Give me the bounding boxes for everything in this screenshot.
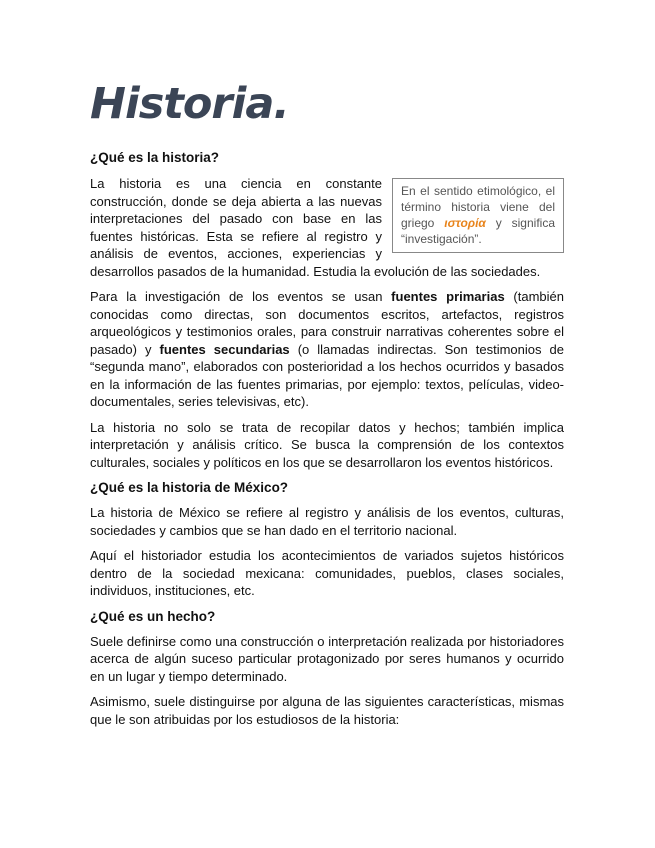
etymology-note-box	[392, 178, 564, 253]
paragraph-historiador: Aquí el historiador estudia los acontecimientos de variados sujetos históricos dentro de la sociedad mexicana: comunidades, pueblos, clases sociales, individuos, instituciones, etc.	[90, 548, 564, 598]
document-content	[90, 78, 564, 728]
paragraph-historia-definition: La historia es una ciencia en constante construcción, donde se deja abierta a las nuevas interpretaciones del pasado con base en las fuentes históricas. Esta se refiere al registro y análisis de eventos, acciones, experiencias y desarrollos pasados de la humanidad. Estudia la evolución de las sociedades.	[90, 176, 541, 279]
page-title: Historia.	[90, 79, 289, 129]
note-text-after: y significa “investigación”.	[401, 216, 555, 246]
note-text-before: En el sentido etimológico, el término historia viene del griego	[401, 184, 555, 230]
paragraph-fuentes	[90, 288, 564, 411]
paragraph-caracteristicas: Asimismo, suele distinguirse por alguna de las siguientes características, mismas que le son atribuidas por los estudiosos de la historia:	[90, 694, 564, 727]
fuentes-secundarias-bold: fuentes secundarias	[159, 341, 290, 357]
section-heading-que-es-un-hecho: ¿Qué es un hecho?	[90, 608, 216, 624]
greek-word: ιστορία	[444, 216, 486, 230]
fuentes-primarias-bold: fuentes primarias	[391, 289, 505, 304]
fuentes-text-3: (o llamadas indirectas. Son testimonios de “segunda mano”, elaborados con posterioridad a los hechos ocurridos y basados en la información de las fuentes primarias, por ejemplo: textos, películas, video-documentales, series televisivas, etc).	[90, 341, 564, 409]
paragraph-interpretacion: La historia no solo se trata de recopilar datos y hechos; también implica interpretación y análisis crítico. Se busca la comprensión de los contextos culturales, sociales y políticos en los que se desarrollaron los eventos históricos.	[90, 419, 564, 470]
section-heading-historia-de-mexico: ¿Qué es la historia de México?	[90, 480, 289, 495]
paragraph-hecho-definition: Suele definirse como una construcción o interpretación realizada por historiadores acerca de algún suceso particular protagonizado por seres humanos y ocurrido en un lugar y tiempo determinado.	[90, 633, 564, 684]
fuentes-text-2: (también conocidas como directas, son documentos escritos, artefactos, registros arqueológicos y testimonios orales, para construir narrativas coherentes sobre el pasado) y	[90, 289, 564, 357]
section-heading-que-es-la-historia: ¿Qué es la historia?	[90, 150, 220, 165]
fuentes-text-1: Para la investigación de los eventos se usan	[90, 289, 392, 304]
paragraph-mexico-definition: La historia de México se refiere al registro y análisis de los eventos, culturas, sociedades y cambios que se han dado en el territorio nacional.	[90, 505, 564, 538]
